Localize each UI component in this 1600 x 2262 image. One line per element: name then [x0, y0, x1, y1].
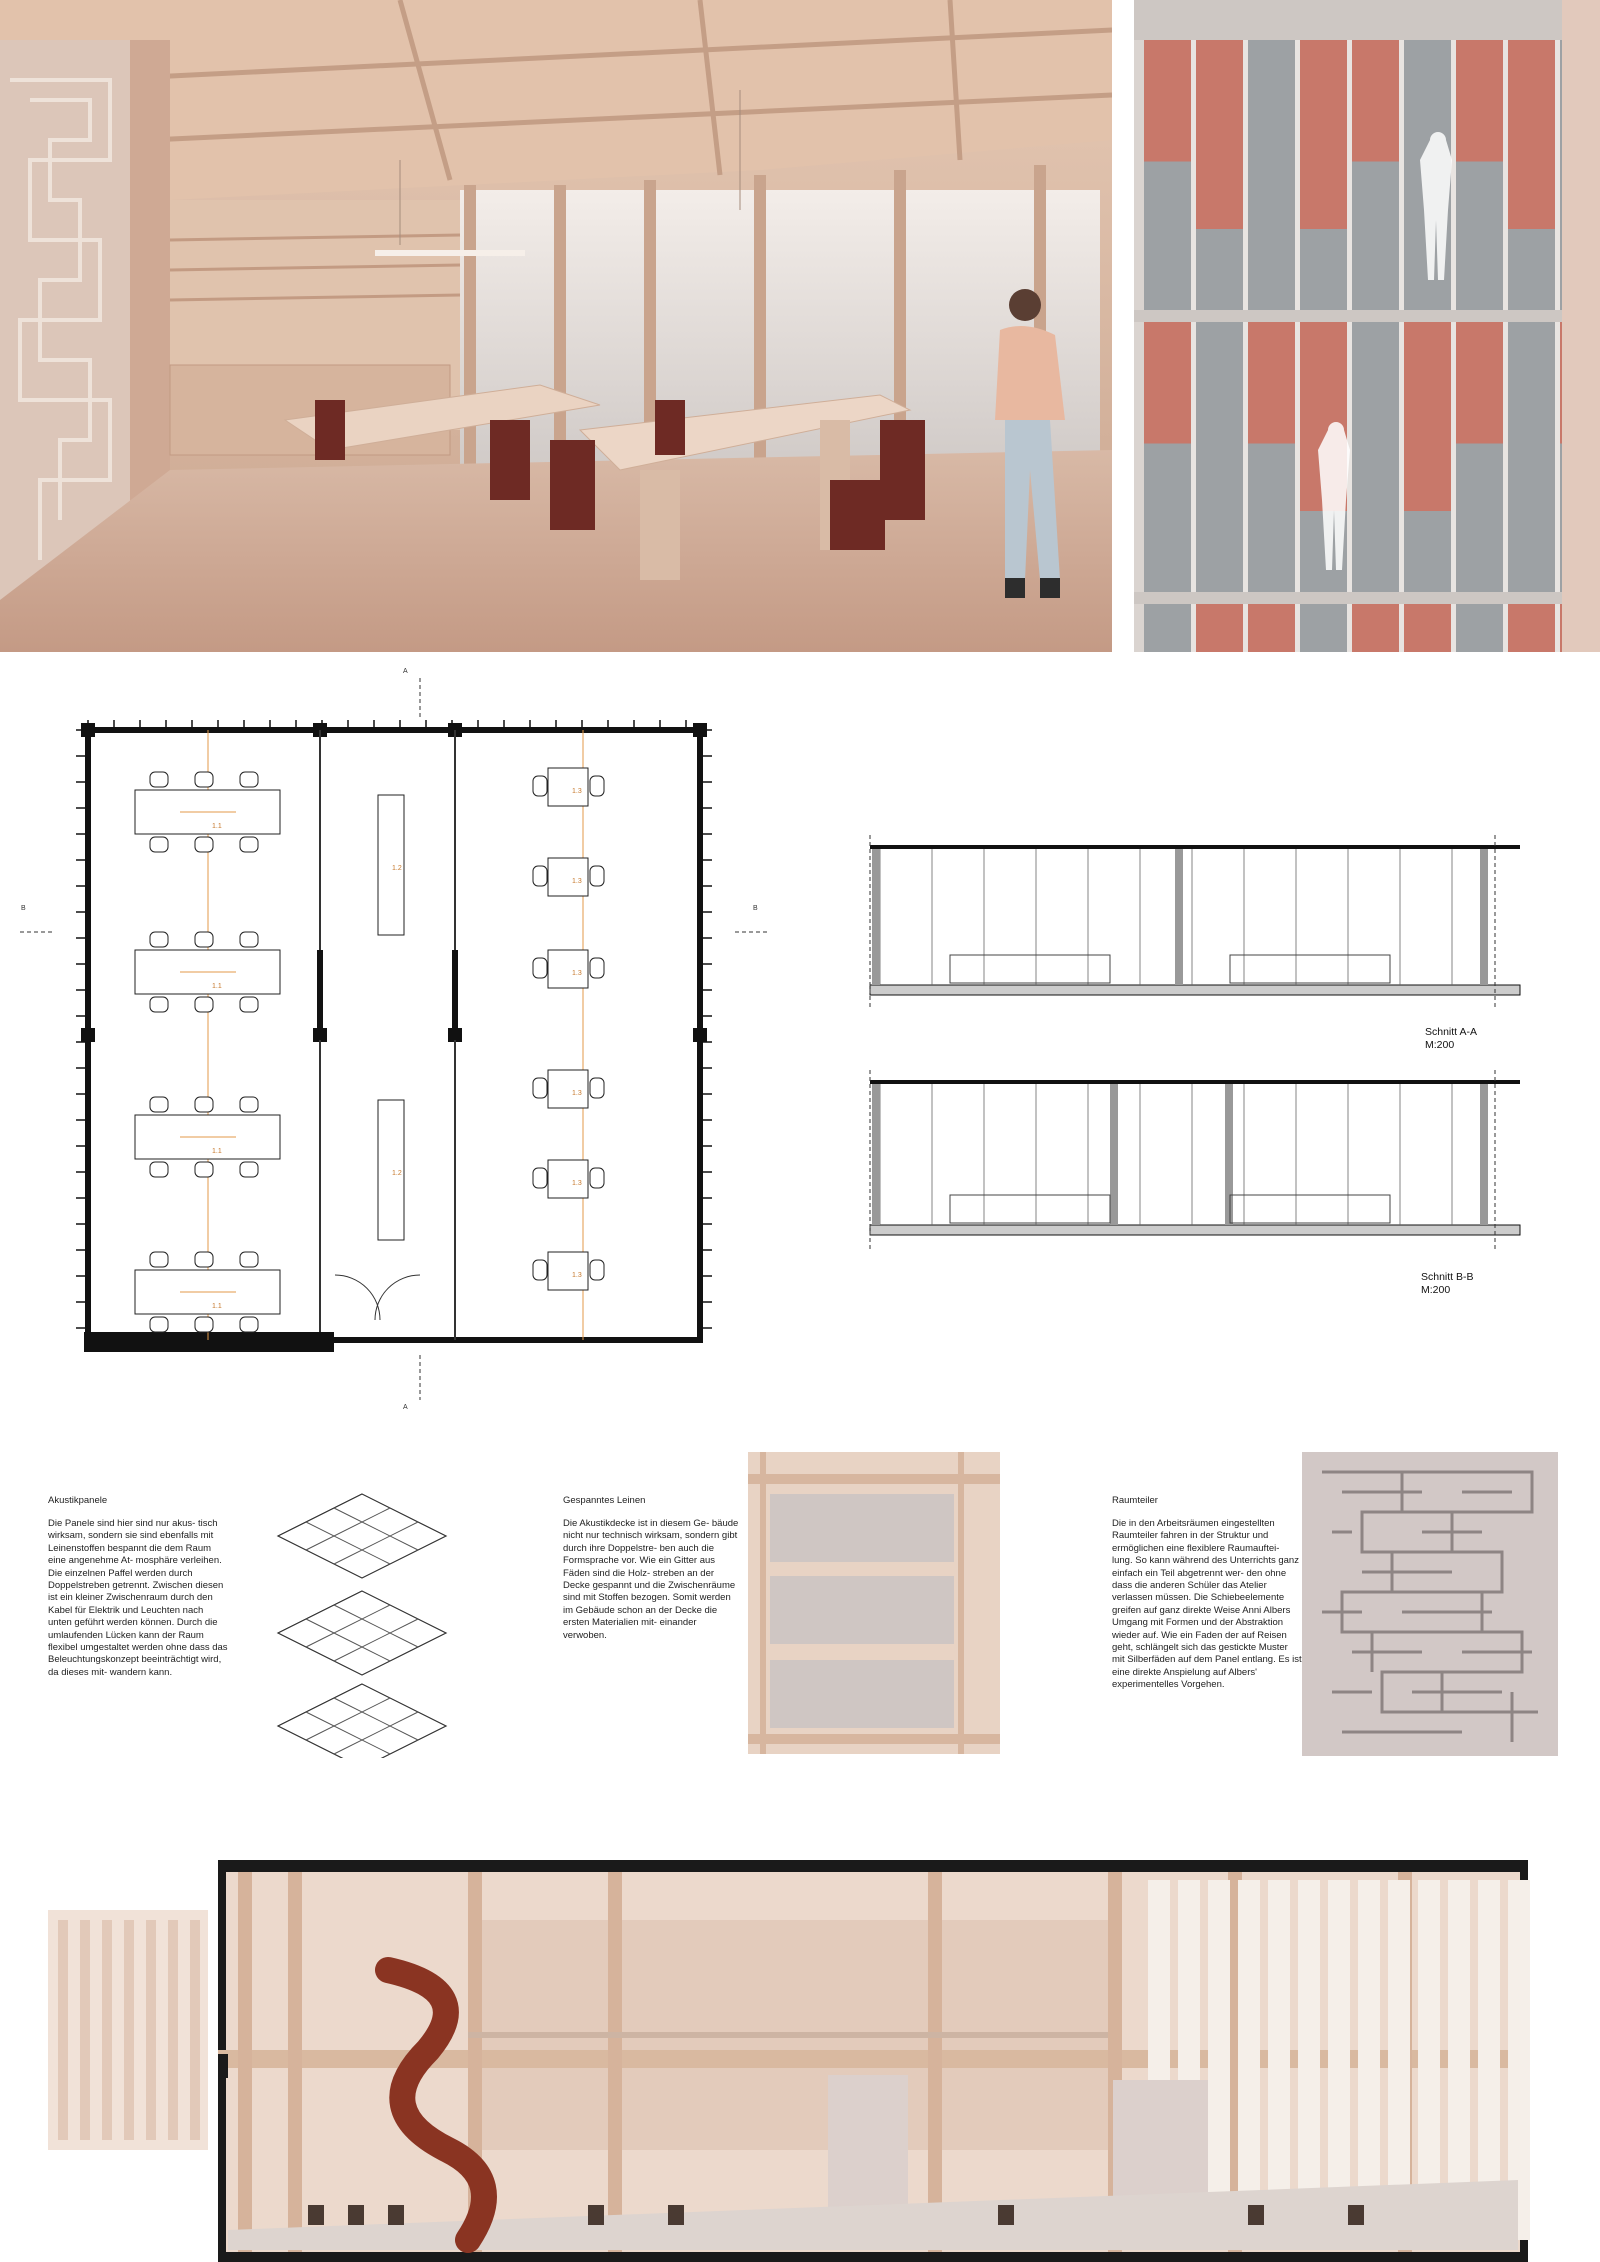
akustik-body: Die Panele sind hier sind nur akus- tisch wirksam, sondern sie sind ebenfalls mit Leinenstoffen bespannt die dem Raum eine angenehme At- mosphäre verleihen. Die einzelnen Paffel werden durch Doppelstreben getrennt. Zwischen diesen ist ein kleiner Zwischenraum durch den Kabel für Elektrik und Leuchten nach unten geführt werden können. Durch die umlaufenden Lücken kann der Raum flexibel umgestaltet werden ohne dass das Beleuchtungskonzept beeinträchtigt wird, da dieses mit- wandern kann. — [48, 1518, 228, 1678]
plan-table-tag: 1.2 — [392, 1170, 402, 1177]
chair-icon — [240, 1162, 258, 1177]
facade-slab — [1134, 0, 1600, 28]
facade-mullion — [1503, 604, 1508, 652]
facade-panel — [1508, 604, 1555, 652]
plan-wall-solid — [317, 950, 323, 1040]
persp-ghost-fin — [58, 1920, 68, 2140]
facade-panel — [1300, 229, 1347, 310]
facade-mullion — [1243, 604, 1248, 652]
perspective-section-image — [48, 1850, 1560, 2262]
akustik-panel-diagram — [272, 1478, 452, 1758]
section-column — [872, 849, 880, 985]
facade-slab — [1134, 310, 1600, 322]
facade-panel — [1508, 511, 1555, 592]
facade-panel — [1196, 322, 1243, 511]
facade-mullion — [1451, 322, 1456, 592]
plan-table-tag: 1.1 — [212, 823, 222, 830]
section-mark-a-top: A — [403, 668, 408, 675]
facade-panel — [1404, 511, 1451, 592]
chair-icon — [240, 837, 258, 852]
persp-ghost-fin — [102, 1920, 112, 2140]
section-drawings — [830, 830, 1530, 1310]
facade-mullion — [1555, 322, 1560, 592]
maze-panel-icon — [1302, 1452, 1558, 1756]
chair-icon — [195, 1252, 213, 1267]
interior-render-image — [0, 0, 1112, 652]
persp-ghost-fin — [168, 1920, 178, 2140]
chair-icon — [240, 1097, 258, 1112]
persp-column — [238, 1872, 252, 2252]
plan-table-tag: 1.2 — [392, 865, 402, 872]
facade-panel — [1144, 444, 1191, 593]
linen-ceiling-detail-image — [748, 1452, 1000, 1754]
chair-icon — [150, 772, 168, 787]
chair-icon — [195, 997, 213, 1012]
facade-panel — [1352, 162, 1399, 311]
section-mark-a-bottom: A — [403, 1404, 408, 1411]
chair-icon — [308, 2205, 324, 2225]
linen-ceiling-detail — [748, 1452, 1000, 1754]
chair-icon — [590, 958, 604, 978]
ceiling-panel-exploded-axonometry — [272, 1478, 452, 1758]
plan-base-wall — [84, 1332, 334, 1352]
plan-desk — [548, 768, 588, 806]
plan-desk — [548, 858, 588, 896]
chair-icon — [150, 1162, 168, 1177]
facade-panel — [1352, 604, 1399, 652]
plan-table-tag: 1.3 — [572, 1180, 582, 1187]
facade-mullion — [1347, 40, 1352, 310]
plan-desk — [548, 1160, 588, 1198]
chair-icon — [240, 1317, 258, 1332]
plan-desk — [548, 1252, 588, 1290]
section-bb-label — [1421, 1271, 1474, 1297]
plan-table-tag: 1.3 — [572, 970, 582, 977]
facade-slab — [1134, 592, 1600, 604]
facade-panel — [1508, 40, 1555, 229]
section-bb-title: Schnitt B-B — [1421, 1271, 1474, 1283]
facade-mullion — [1243, 40, 1248, 310]
panel-outline — [278, 1494, 446, 1578]
plan-column — [81, 723, 95, 737]
persp-window — [1298, 1880, 1320, 2240]
linen-strut — [748, 1474, 1000, 1484]
plan-table-tag: 1.3 — [572, 878, 582, 885]
chair-icon — [195, 1097, 213, 1112]
chair-icon — [388, 2205, 404, 2225]
facade-mullion — [1295, 604, 1300, 652]
facade-panel — [1300, 40, 1347, 229]
facade-mullion — [1503, 40, 1508, 310]
perspective-section-render — [48, 1850, 1560, 2262]
interior-render — [0, 0, 1112, 652]
plan-table-tag: 1.1 — [212, 1148, 222, 1155]
section-slab — [870, 985, 1520, 995]
section-column — [1480, 1084, 1488, 1225]
facade-mullion — [1555, 40, 1560, 310]
chair-icon — [240, 932, 258, 947]
section-furniture — [1230, 955, 1390, 983]
persp-slab-end — [218, 2054, 228, 2078]
facade-panel — [1196, 511, 1243, 592]
persp-window — [1238, 1880, 1260, 2240]
section-aa-title: Schnitt A-A — [1425, 1026, 1477, 1038]
facade-elevation — [1134, 0, 1600, 652]
leinen-text-block — [563, 1494, 743, 1642]
facade-panel — [1456, 162, 1503, 311]
facade-panel — [1508, 322, 1555, 511]
plan-column — [693, 1028, 707, 1042]
facade-mullion — [1451, 40, 1456, 310]
leinen-title: Gespanntes Leinen — [563, 1495, 646, 1506]
chair-icon — [590, 1260, 604, 1280]
facade-edge — [1562, 0, 1600, 652]
chair-icon — [195, 1162, 213, 1177]
facade-panel — [1196, 604, 1243, 652]
panel-outline — [278, 1684, 446, 1758]
linen-panel — [770, 1494, 954, 1562]
facade-panel — [1144, 322, 1191, 444]
facade-panel — [1248, 604, 1295, 652]
facade-mullion — [1243, 322, 1248, 592]
chair-icon — [348, 2205, 364, 2225]
chair-icon — [533, 1260, 547, 1280]
section-mark-b-left: B — [21, 905, 26, 912]
raumteiler-title: Raumteiler — [1112, 1495, 1158, 1506]
section-column — [1225, 1084, 1233, 1225]
leinen-body: Die Akustikdecke ist in diesem Ge- bäude nicht nur technisch wirksam, sondern gibt durch ihre Doppelstre- ben auch die Formsprache vor. Wie ein Gitter aus Fäden sind die Holz- streben an der Decke gespannt und die Zwischenräume sind mit Stoffen bezogen. Somit werden im Gebäude schon an der Decke die ersten Materialien mit- einander verwoben. — [563, 1518, 739, 1641]
persp-window — [1268, 1880, 1290, 2240]
chair-icon — [533, 1078, 547, 1098]
chair-icon — [150, 932, 168, 947]
chair-icon — [590, 1168, 604, 1188]
persp-ground — [218, 2252, 1528, 2262]
chair-icon — [1348, 2205, 1364, 2225]
facade-mullion — [1191, 604, 1196, 652]
persp-column — [608, 1872, 622, 2252]
section-column — [1480, 849, 1488, 985]
section-aa-label — [1425, 1026, 1477, 1052]
chair-icon — [668, 2205, 684, 2225]
plan-table-tag: 1.1 — [212, 1303, 222, 1310]
persp-ghost-fin — [124, 1920, 134, 2140]
linen-panel — [770, 1660, 954, 1728]
persp-column — [288, 1872, 302, 2252]
plan-column — [693, 723, 707, 737]
facade-panel — [1248, 162, 1295, 311]
section-roof — [870, 845, 1520, 849]
facade-panel — [1508, 229, 1555, 310]
section-drawings-image — [830, 830, 1530, 1310]
chair-icon — [240, 1252, 258, 1267]
facade-panel — [1456, 40, 1503, 162]
facade-mullion — [1399, 604, 1404, 652]
facade-panel — [1352, 444, 1399, 593]
facade-mullion — [1295, 322, 1300, 592]
section-bb-scale: M:200 — [1421, 1284, 1451, 1296]
facade-panel — [1248, 40, 1295, 162]
akustik-title: Akustikpanele — [48, 1495, 108, 1506]
persp-column — [928, 1872, 942, 2252]
facade-panel — [1248, 322, 1295, 444]
chair-icon — [590, 776, 604, 796]
facade-panel — [1196, 40, 1243, 229]
facade-elevation-image — [1134, 0, 1600, 652]
persp-ghost-fin — [146, 1920, 156, 2140]
chair-icon — [150, 997, 168, 1012]
plan-desk — [548, 950, 588, 988]
facade-panel — [1248, 444, 1295, 593]
chair-icon — [533, 958, 547, 978]
chair-icon — [533, 776, 547, 796]
raumteiler-body: Die in den Arbeitsräumen eingestellten Raumteiler fahren in der Struktur und ermöglichen eine flexiblere Raumauftei- lung. So kann während des Unterrichts ganz einfach ein Teil abgetrennt wer- den ohne dass die anderen Schüler das Atelier verlassen müssen. Die Schiebeelemente greifen auf ganz direkte Weise Anni Albers Umgang mit Formen und der Abstraktion wieder auf. Wie ein Faden der auf Reisen geht, schlängelt sich das gestickte Muster mit Silberfäden auf dem Panel entlang. Es ist eine direkte Anspielung auf Albers' experimentelles Vorgehen. — [1112, 1518, 1302, 1691]
section-roof — [870, 1080, 1520, 1084]
persp-ghost-fin — [190, 1920, 200, 2140]
section-furniture — [950, 1195, 1110, 1223]
persp-ghost-fin — [80, 1920, 90, 2140]
section-column — [872, 1084, 880, 1225]
facade-panel — [1404, 322, 1451, 511]
linen-strut — [748, 1734, 1000, 1744]
facade-panel — [1352, 40, 1399, 162]
raumteiler-text-block — [1112, 1494, 1302, 1692]
maze-panel-bg — [1302, 1452, 1558, 1756]
linen-strut — [760, 1452, 766, 1754]
facade-mullion — [1295, 40, 1300, 310]
chair-icon — [195, 932, 213, 947]
facade-panel — [1404, 604, 1451, 652]
chair-icon — [1248, 2205, 1264, 2225]
chair-icon — [150, 1317, 168, 1332]
section-mark-b-right: B — [753, 905, 758, 912]
plan-desk — [548, 1070, 588, 1108]
chair-icon — [195, 772, 213, 787]
facade-slab — [1134, 28, 1600, 40]
linen-panel — [770, 1576, 954, 1644]
chair-icon — [150, 1252, 168, 1267]
chair-icon — [195, 1317, 213, 1332]
facade-mullion — [1191, 40, 1196, 310]
section-column — [1110, 1084, 1118, 1225]
floor-plan-drawing — [0, 660, 800, 1430]
chair-icon — [195, 837, 213, 852]
facade-mullion — [1503, 322, 1508, 592]
facade-panel — [1196, 229, 1243, 310]
plan-table-tag: 1.1 — [212, 983, 222, 990]
panel-outline — [278, 1591, 446, 1675]
section-slab — [870, 1225, 1520, 1235]
section-furniture — [1230, 1195, 1390, 1223]
plan-column — [81, 1028, 95, 1042]
facade-panel — [1144, 604, 1191, 652]
chair-icon — [240, 997, 258, 1012]
facade-panel — [1144, 162, 1191, 311]
facade-mullion — [1399, 40, 1404, 310]
section-furniture — [950, 955, 1110, 983]
facade-panel — [1456, 444, 1503, 593]
section-aa-scale: M:200 — [1425, 1039, 1455, 1051]
facade-mullion — [1191, 322, 1196, 592]
chair-icon — [240, 772, 258, 787]
section-column — [1175, 849, 1183, 985]
facade-mullion — [1399, 322, 1404, 592]
facade-panel — [1300, 604, 1347, 652]
chair-icon — [533, 1168, 547, 1188]
plan-table-tag: 1.3 — [572, 788, 582, 795]
room-divider-panel-image — [1302, 1452, 1558, 1756]
chair-icon — [590, 866, 604, 886]
facade-mullion — [1347, 604, 1352, 652]
chair-icon — [533, 866, 547, 886]
linen-strut — [958, 1452, 964, 1754]
floor-plan — [0, 660, 800, 1430]
facade-panel — [1456, 322, 1503, 444]
akustik-text-block — [48, 1494, 228, 1679]
chair-icon — [150, 1097, 168, 1112]
facade-panel — [1456, 604, 1503, 652]
persp-window — [1208, 1880, 1230, 2240]
chair-icon — [590, 1078, 604, 1098]
plan-table-tag: 1.3 — [572, 1272, 582, 1279]
facade-mullion — [1555, 604, 1560, 652]
plan-table-tag: 1.3 — [572, 1090, 582, 1097]
persp-window — [1328, 1880, 1350, 2240]
chair-icon — [150, 837, 168, 852]
facade-panel — [1352, 322, 1399, 444]
plan-wall-solid — [452, 950, 458, 1040]
chair-icon — [588, 2205, 604, 2225]
facade-panel — [1144, 40, 1191, 162]
chair-icon — [998, 2205, 1014, 2225]
persp-roof — [218, 1860, 1528, 1872]
facade-mullion — [1451, 604, 1456, 652]
